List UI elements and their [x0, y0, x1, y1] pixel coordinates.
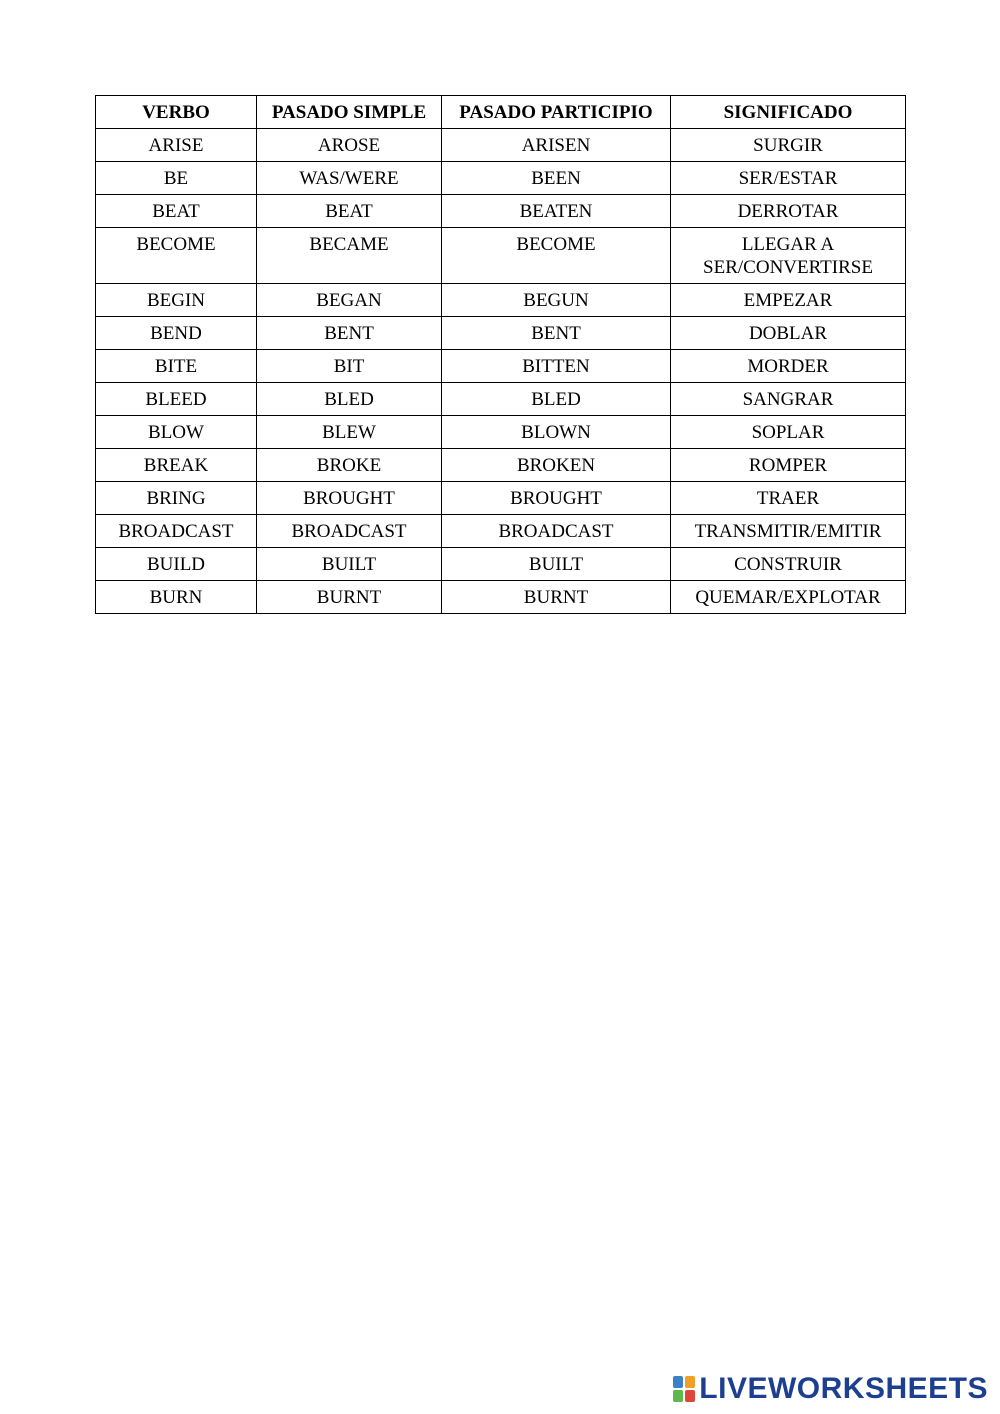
verbo-cell: BEAT: [96, 195, 257, 228]
liveworksheets-logo: [673, 1372, 988, 1406]
pasado-simple-cell: AROSE: [257, 129, 442, 162]
significado-cell: SURGIR: [671, 129, 906, 162]
verbo-cell: BLEED: [96, 383, 257, 416]
pasado-simple-cell: BEAT: [257, 195, 442, 228]
table-row: [96, 317, 906, 350]
header-pasado-participio: PASADO PARTICIPIO: [442, 96, 671, 129]
logo-tile-2: [685, 1376, 695, 1388]
pasado-simple-cell: BECAME: [257, 228, 442, 284]
pasado-simple-cell: BROUGHT: [257, 482, 442, 515]
significado-cell: DOBLAR: [671, 317, 906, 350]
pasado-simple-cell: BLED: [257, 383, 442, 416]
table-row: [96, 162, 906, 195]
verbo-cell: BITE: [96, 350, 257, 383]
table-row: [96, 195, 906, 228]
header-pasado-simple: PASADO SIMPLE: [257, 96, 442, 129]
pasado-simple-cell: BENT: [257, 317, 442, 350]
table-row: [96, 416, 906, 449]
pasado-simple-cell: BURNT: [257, 581, 442, 614]
table-row: [96, 350, 906, 383]
pasado-participio-cell: BEEN: [442, 162, 671, 195]
significado-cell: SOPLAR: [671, 416, 906, 449]
verbo-cell: BUILD: [96, 548, 257, 581]
pasado-participio-cell: BLED: [442, 383, 671, 416]
verbo-cell: BREAK: [96, 449, 257, 482]
logo-tile-3: [673, 1390, 683, 1402]
pasado-simple-cell: BEGAN: [257, 284, 442, 317]
pasado-participio-cell: BLOWN: [442, 416, 671, 449]
table-header-row: [96, 96, 906, 129]
pasado-participio-cell: BROKEN: [442, 449, 671, 482]
pasado-participio-cell: BENT: [442, 317, 671, 350]
table-row: [96, 548, 906, 581]
header-verbo: VERBO: [96, 96, 257, 129]
liveworksheets-logo-icon: [673, 1376, 695, 1402]
table-row: [96, 383, 906, 416]
verbo-cell: BECOME: [96, 228, 257, 284]
irregular-verbs-table: [95, 95, 906, 614]
table-row: [96, 581, 906, 614]
pasado-simple-cell: WAS/WERE: [257, 162, 442, 195]
pasado-simple-cell: BROKE: [257, 449, 442, 482]
significado-cell: SANGRAR: [671, 383, 906, 416]
pasado-simple-cell: BIT: [257, 350, 442, 383]
significado-cell: LLEGAR A SER/CONVERTIRSE: [671, 228, 906, 284]
logo-tile-1: [673, 1376, 683, 1388]
verbo-cell: BROADCAST: [96, 515, 257, 548]
pasado-participio-cell: BUILT: [442, 548, 671, 581]
verbo-cell: BEND: [96, 317, 257, 350]
significado-cell: CONSTRUIR: [671, 548, 906, 581]
significado-cell: ROMPER: [671, 449, 906, 482]
table-row: [96, 449, 906, 482]
pasado-simple-cell: BROADCAST: [257, 515, 442, 548]
significado-cell: TRAER: [671, 482, 906, 515]
table-row: [96, 482, 906, 515]
verbo-cell: BURN: [96, 581, 257, 614]
significado-cell: SER/ESTAR: [671, 162, 906, 195]
pasado-participio-cell: BEGUN: [442, 284, 671, 317]
logo-tile-4: [685, 1390, 695, 1402]
pasado-participio-cell: BITTEN: [442, 350, 671, 383]
verbo-cell: ARISE: [96, 129, 257, 162]
logo-text: LIVEWORKSHEETS: [699, 1372, 988, 1405]
significado-cell: TRANSMITIR/EMITIR: [671, 515, 906, 548]
pasado-participio-cell: BEATEN: [442, 195, 671, 228]
pasado-simple-cell: BUILT: [257, 548, 442, 581]
verbo-cell: BRING: [96, 482, 257, 515]
table-row: [96, 284, 906, 317]
verbo-cell: BE: [96, 162, 257, 195]
pasado-simple-cell: BLEW: [257, 416, 442, 449]
header-significado: SIGNIFICADO: [671, 96, 906, 129]
verbo-cell: BLOW: [96, 416, 257, 449]
significado-cell: MORDER: [671, 350, 906, 383]
pasado-participio-cell: BURNT: [442, 581, 671, 614]
significado-cell: QUEMAR/EXPLOTAR: [671, 581, 906, 614]
pasado-participio-cell: BROUGHT: [442, 482, 671, 515]
significado-cell: EMPEZAR: [671, 284, 906, 317]
pasado-participio-cell: BECOME: [442, 228, 671, 284]
significado-cell: DERROTAR: [671, 195, 906, 228]
table-row: [96, 515, 906, 548]
pasado-participio-cell: ARISEN: [442, 129, 671, 162]
table-row: [96, 129, 906, 162]
verbo-cell: BEGIN: [96, 284, 257, 317]
table-row: [96, 228, 906, 284]
pasado-participio-cell: BROADCAST: [442, 515, 671, 548]
